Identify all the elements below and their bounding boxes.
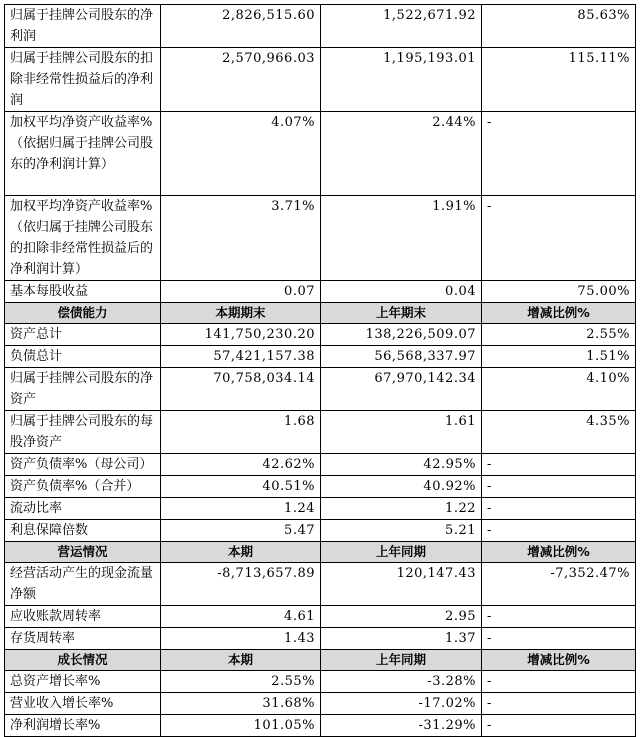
current-period-cell: 0.07 <box>161 281 321 303</box>
current-period-cell: 2,570,966.03 <box>161 48 321 112</box>
table-row <box>5 715 636 737</box>
table-row <box>5 368 636 411</box>
table-row <box>5 324 636 346</box>
row-label-cell: 加权平均净资产收益率%（依归属于挂牌公司股东的扣除非经常性损益后的净利润计算） <box>5 196 161 281</box>
change-ratio-cell: - <box>482 196 636 281</box>
change-ratio-cell: - <box>482 715 636 737</box>
table-row <box>5 498 636 520</box>
table-row <box>5 454 636 476</box>
current-period-cell: 42.62% <box>161 454 321 476</box>
row-label-cell: 资产负债率%（合并） <box>5 476 161 498</box>
row-label-cell: 应收账款周转率 <box>5 606 161 628</box>
current-period-cell: 1.68 <box>161 411 321 454</box>
current-period-cell: 31.68% <box>161 693 321 715</box>
change-ratio-cell: - <box>482 693 636 715</box>
current-period-cell: 本期 <box>161 542 321 563</box>
change-ratio-cell: 1.51% <box>482 346 636 368</box>
row-label-cell: 归属于挂牌公司股东的净利润 <box>5 5 161 48</box>
current-period-cell: 1.43 <box>161 628 321 650</box>
change-ratio-cell: - <box>482 671 636 693</box>
change-ratio-cell: 75.00% <box>482 281 636 303</box>
prior-period-cell: 5.21 <box>321 520 482 542</box>
table-body <box>5 5 636 737</box>
prior-period-cell: 1.91% <box>321 196 482 281</box>
prior-period-cell: -17.02% <box>321 693 482 715</box>
row-label-cell: 总资产增长率% <box>5 671 161 693</box>
prior-period-cell: 1.22 <box>321 498 482 520</box>
current-period-cell: 2.55% <box>161 671 321 693</box>
change-ratio-cell: - <box>482 476 636 498</box>
change-ratio-cell: 4.10% <box>482 368 636 411</box>
current-period-cell: 141,750,230.20 <box>161 324 321 346</box>
prior-period-cell: 42.95% <box>321 454 482 476</box>
section-header-row <box>5 303 636 324</box>
row-label-cell: 资产总计 <box>5 324 161 346</box>
prior-period-cell: 2.44% <box>321 112 482 196</box>
table-row <box>5 563 636 606</box>
current-period-cell: 57,421,157.38 <box>161 346 321 368</box>
current-period-cell: 1.24 <box>161 498 321 520</box>
current-period-cell: 3.71% <box>161 196 321 281</box>
prior-period-cell: 40.92% <box>321 476 482 498</box>
row-label-cell: 偿债能力 <box>5 303 161 324</box>
current-period-cell: 101.05% <box>161 715 321 737</box>
current-period-cell: 4.07% <box>161 112 321 196</box>
prior-period-cell: 138,226,509.07 <box>321 324 482 346</box>
table-row <box>5 112 636 196</box>
change-ratio-cell: 4.35% <box>482 411 636 454</box>
prior-period-cell: 上年期末 <box>321 303 482 324</box>
change-ratio-cell: - <box>482 112 636 196</box>
prior-period-cell: -31.29% <box>321 715 482 737</box>
row-label-cell: 营业收入增长率% <box>5 693 161 715</box>
row-label-cell: 净利润增长率% <box>5 715 161 737</box>
table-row <box>5 411 636 454</box>
prior-period-cell: 上年同期 <box>321 650 482 671</box>
change-ratio-cell: 85.63% <box>482 5 636 48</box>
current-period-cell: 本期期末 <box>161 303 321 324</box>
change-ratio-cell: - <box>482 520 636 542</box>
row-label-cell: 成长情况 <box>5 650 161 671</box>
table-row <box>5 693 636 715</box>
current-period-cell: 4.61 <box>161 606 321 628</box>
change-ratio-cell: - <box>482 606 636 628</box>
change-ratio-cell: -7,352.47% <box>482 563 636 606</box>
row-label-cell: 存货周转率 <box>5 628 161 650</box>
current-period-cell: 70,758,034.14 <box>161 368 321 411</box>
prior-period-cell: 1.37 <box>321 628 482 650</box>
prior-period-cell: -3.28% <box>321 671 482 693</box>
row-label-cell: 经营活动产生的现金流量净额 <box>5 563 161 606</box>
current-period-cell: 2,826,515.60 <box>161 5 321 48</box>
change-ratio-cell: 115.11% <box>482 48 636 112</box>
table-row <box>5 5 636 48</box>
prior-period-cell: 0.04 <box>321 281 482 303</box>
table-row <box>5 628 636 650</box>
row-label-cell: 基本每股收益 <box>5 281 161 303</box>
table-row <box>5 48 636 112</box>
table-row <box>5 281 636 303</box>
prior-period-cell: 1,195,193.01 <box>321 48 482 112</box>
change-ratio-cell: 增减比例% <box>482 542 636 563</box>
prior-period-cell: 上年同期 <box>321 542 482 563</box>
section-header-row <box>5 542 636 563</box>
current-period-cell: -8,713,657.89 <box>161 563 321 606</box>
row-label-cell: 归属于挂牌公司股东的扣除非经常性损益后的净利润 <box>5 48 161 112</box>
change-ratio-cell: - <box>482 498 636 520</box>
row-label-cell: 加权平均净资产收益率%（依据归属于挂牌公司股东的净利润计算） <box>5 112 161 196</box>
row-label-cell: 资产负债率%（母公司） <box>5 454 161 476</box>
prior-period-cell: 120,147.43 <box>321 563 482 606</box>
table-row <box>5 520 636 542</box>
prior-period-cell: 2.95 <box>321 606 482 628</box>
change-ratio-cell: - <box>482 454 636 476</box>
section-header-row <box>5 650 636 671</box>
change-ratio-cell: 增减比例% <box>482 303 636 324</box>
prior-period-cell: 56,568,337.97 <box>321 346 482 368</box>
current-period-cell: 40.51% <box>161 476 321 498</box>
financial-indicators-table <box>4 4 636 737</box>
table-row <box>5 476 636 498</box>
change-ratio-cell: 2.55% <box>482 324 636 346</box>
current-period-cell: 本期 <box>161 650 321 671</box>
current-period-cell: 5.47 <box>161 520 321 542</box>
change-ratio-cell: 增减比例% <box>482 650 636 671</box>
row-label-cell: 利息保障倍数 <box>5 520 161 542</box>
table-row <box>5 606 636 628</box>
row-label-cell: 营运情况 <box>5 542 161 563</box>
row-label-cell: 流动比率 <box>5 498 161 520</box>
table-row <box>5 196 636 281</box>
row-label-cell: 负债总计 <box>5 346 161 368</box>
prior-period-cell: 1.61 <box>321 411 482 454</box>
prior-period-cell: 67,970,142.34 <box>321 368 482 411</box>
row-label-cell: 归属于挂牌公司股东的每股净资产 <box>5 411 161 454</box>
change-ratio-cell: - <box>482 628 636 650</box>
table-row <box>5 346 636 368</box>
table-row <box>5 671 636 693</box>
prior-period-cell: 1,522,671.92 <box>321 5 482 48</box>
row-label-cell: 归属于挂牌公司股东的净资产 <box>5 368 161 411</box>
